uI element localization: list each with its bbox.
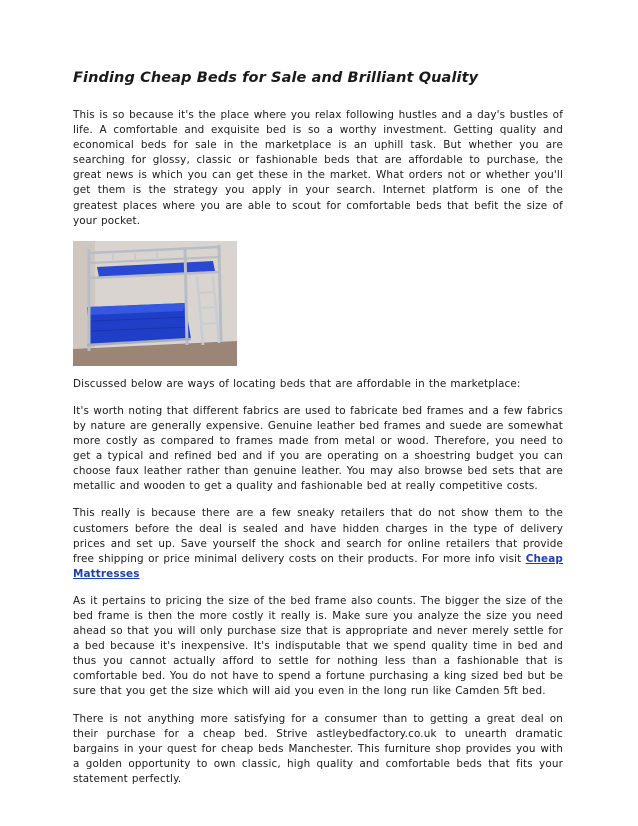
paragraph-retailers-text: This really is because there are a few sneaky retailers that do not show them to the customers before the deal is sealed and have hidden charges in the type of delivery prices and set up. Save yourself the shock and search for online retailers that provide free shipping or price minimal delivery costs on their products. For more info visit: [73, 507, 563, 565]
paragraph-intro: This is so because it's the place where you relax following hustles and a day's bustles of life. A comfortable and exquisite bed is so a worthy investment. Getting quality and economical beds for sale in the marketplace is an uphill task. But whether you are searching for glossy, classic or fashionable beds that are affordable to purchase, the great news is which you can get these in the market. What orders not or whether you'll get them is the strategy you apply in your search. Internet platform is one of the greatest places where you are able to scout for comfortable beds that befit the size of your pocket.: [73, 109, 563, 227]
paragraph-size: As it pertains to pricing the size of the bed frame also counts. The bigger the size of the bed frame is then the more costly it really is. Make sure you analyze the size you need ahead so that you will only purchase size that is appropriate and never merely settle for a bed because it's inexpensive. It's indisputable that we spend quality time in bed and thus you cannot actually afford to settle for nothing less than a fashionable that is comfortable bed. You do not have to spend a fortune purchasing a king sized bed but be sure that you get the size which will aid you even in the long run like Camden 5ft bed.: [73, 594, 563, 698]
paragraph-fabrics: It's worth noting that different fabrics are used to fabricate bed frames and a few fabrics by nature are generally expensive. Genuine leather bed frames and suede are somewhat more costly as compared to frames made from metal or wood. Therefore, you need to get a typical and refined bed and if you are operating on a shoestring budget you can choose faux leather rather than genuine leather. You may also browse bed sets that are metallic and wooden to get a quality and fashionable bed at really competitive costs.: [73, 404, 563, 493]
paragraph-retailers: [73, 506, 563, 581]
cheap-mattresses-link[interactable]: Cheap Mattresses: [73, 552, 563, 580]
bunk-bed-photo: [73, 241, 237, 366]
page-title: Finding Cheap Beds for Sale and Brilliant Quality: [73, 70, 479, 86]
paragraph-deal: There is not anything more satisfying for a consumer than to getting a great deal on their purchase for a cheap bed. Strive astleybedfactory.co.uk to unearth dramatic bargains in your quest for cheap beds Manchester. This furniture shop provides you with a golden opportunity to own classic, high quality and comfortable beds that fits your statement perfectly.: [73, 712, 563, 785]
paragraph-ways: Discussed below are ways of locating beds that are affordable in the marketplace:: [73, 377, 521, 390]
document-page: [73, 70, 563, 799]
